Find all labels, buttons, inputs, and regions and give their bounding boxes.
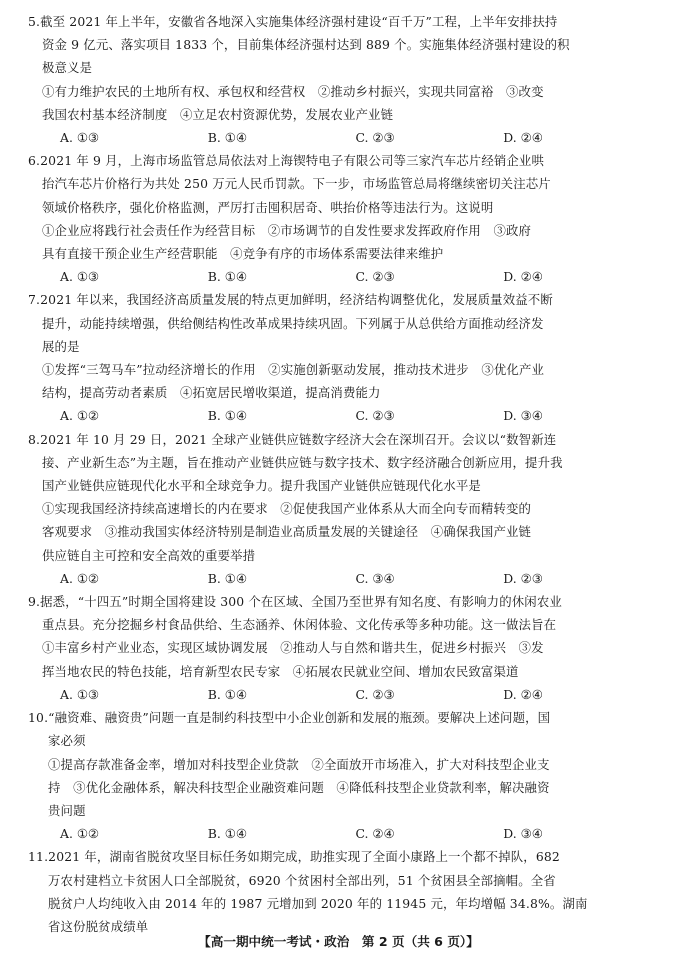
statement-line: ①丰富乡村产业业态，实现区域协调发展 ②推动人与自然和谐共生，促进乡村振兴 ③发 (42, 640, 544, 656)
option-b: B. ①④ (207, 130, 247, 146)
statement-line: 我国农村基本经济制度 ④立足农村资源优势，发展农业产业链 (42, 106, 394, 122)
question-stem-line: 省这份脱贫成绩单 (48, 918, 149, 934)
question-8 (28, 428, 651, 590)
page-footer: 【高一期中统一考试・政治 第 2 页（共 6 页）】 (198, 934, 479, 949)
option-b: B. ①④ (207, 686, 247, 702)
option-a: A. ①② (60, 826, 100, 842)
answer-options (28, 567, 651, 590)
statement-line: 挥当地农民的特色技能，培育新型农民专家 ④拓展农民就业空间、增加农民致富渠道 (42, 663, 519, 679)
option-a: A. ①③ (60, 686, 100, 702)
statement-line: 持 ③优化金融体系，解决科技型企业融资难问题 ④降低科技型企业贷款利率，解决融资 (48, 779, 550, 795)
question-stem-line: 抬汽车芯片价格行为共处 250 万元人民币罚款。下一步，市场监管总局将继续密切关注芯片 (42, 176, 551, 192)
option-b: B. ①④ (207, 826, 247, 842)
question-5 (28, 10, 651, 149)
answer-options (28, 265, 651, 288)
question-stem-line: 极意义是 (42, 60, 93, 76)
statement-line: 结构，提高劳动者素质 ④拓宽居民增收渠道，提高消费能力 (42, 385, 381, 401)
option-d: D. ③④ (503, 408, 543, 424)
question-stem-line: 国产业链供应链现代化水平和全球竞争力。提升我国产业链供应链现代化水平是 (42, 478, 481, 494)
question-stem-line: 万农村建档立卡贫困人口全部脱贫，6920 个贫困村全部出列，51 个贫困县全部摘帽。全省 (48, 872, 556, 888)
question-stem-line: 11.2021 年，湖南省脱贫攻坚目标任务如期完成，助推实现了全面小康路上一个都不掉队，682 (28, 849, 560, 865)
statement-line: 贵问题 (48, 802, 86, 818)
question-stem-line: 脱贫户人均纯收入由 2014 年的 1987 元增加到 2020 年的 11945 元，年均增幅 34.8%。湖南 (48, 895, 588, 911)
question-stem-line: 7.2021 年以来，我国经济高质量发展的特点更加鲜明，经济结构调整优化，发展质量效益不断 (28, 292, 553, 308)
question-9 (28, 590, 651, 706)
option-a: A. ①③ (60, 130, 100, 146)
statement-line: ①发挥“三驾马车”拉动经济增长的作用 ②实施创新驱动发展，推动技术进步 ③优化产业 (42, 362, 545, 378)
statement-line: ①实现我国经济持续高速增长的内在要求 ②促使我国产业体系从大而全向专而精转变的 (42, 501, 532, 517)
question-6 (28, 149, 651, 288)
option-c: C. ②③ (355, 408, 395, 424)
question-stem-line: 8.2021 年 10 月 29 日，2021 全球产业链供应链数字经济大会在深圳召开。会议以“数智新连 (28, 431, 557, 447)
option-c: C. ②③ (355, 686, 395, 702)
statement-line: ①有力维护农民的土地所有权、承包权和经营权 ②推动乡村振兴，实现共同富裕 ③改变 (42, 83, 544, 99)
answer-options (28, 126, 651, 149)
statement-line: 具有直接干预企业生产经营职能 ④竞争有序的市场体系需要法律来维护 (42, 246, 444, 262)
answer-options (28, 822, 651, 845)
option-d: D. ②④ (503, 130, 543, 146)
option-c: C. ②③ (355, 130, 395, 146)
option-d: D. ②④ (503, 686, 543, 702)
question-10 (28, 706, 651, 845)
question-stem-line: 提升，动能持续增强，供给侧结构性改革成果持续巩固。下列属于从总供给方面推动经济发 (42, 315, 544, 331)
question-stem-line: 10.“融资难、融资贵”问题一直是制约科技型中小企业创新和发展的瓶颈。要解决上述问题，国 (28, 710, 551, 726)
question-stem-line: 展的是 (42, 338, 80, 354)
option-d: D. ②③ (503, 570, 543, 586)
question-stem-line: 6.2021 年 9 月，上海市场监管总局依法对上海锲特电子有限公司等三家汽车芯片经销企业哄 (28, 153, 545, 169)
answer-options (28, 683, 651, 706)
question-stem-line: 9.据悉，“十四五”时期全国将建设 300 个在区域、全国乃至世界有知名度、有影响力的休闲农业 (28, 594, 562, 610)
question-stem-line: 领域价格秩序，强化价格监测，严厉打击囤积居奇、哄抬价格等违法行为。这说明 (42, 199, 494, 215)
answer-options (28, 404, 651, 427)
option-b: B. ①④ (207, 408, 247, 424)
option-b: B. ①④ (207, 269, 247, 285)
statement-line: 客观要求 ③推动我国实体经济特别是制造业高质量发展的关键途径 ④确保我国产业链 (42, 524, 532, 540)
option-c: C. ③④ (355, 570, 395, 586)
statement-line: ①提高存款准备金率，增加对科技型企业贷款 ②全面放开市场准入，扩大对科技型企业支 (48, 756, 550, 772)
question-stem-line: 家必须 (48, 733, 86, 749)
statement-line: 供应链自主可控和安全高效的重要举措 (42, 547, 256, 563)
question-stem-line: 资金 9 亿元、落实项目 1833 个，目前集体经济强村达到 889 个。实施集体经济强村建设的积 (42, 37, 570, 53)
option-a: A. ①② (60, 570, 100, 586)
question-11 (28, 845, 651, 938)
question-stem-line: 重点县。充分挖掘乡村食品供给、生态涵养、休闲体验、文化传承等多种功能。这一做法旨在 (42, 617, 557, 633)
option-a: A. ①② (60, 408, 100, 424)
option-c: C. ②③ (355, 269, 395, 285)
question-stem-line: 接、产业新生态”为主题，旨在推动产业链供应链与数字技术、数字经济融合创新应用，提升我 (42, 454, 563, 470)
option-d: D. ③④ (503, 826, 543, 842)
option-a: A. ①③ (60, 269, 100, 285)
option-d: D. ②④ (503, 269, 543, 285)
question-stem-line: 5.截至 2021 年上半年，安徽省各地深入实施集体经济强村建设“百千万”工程，上半年安排扶持 (28, 14, 558, 29)
option-b: B. ①④ (207, 570, 247, 586)
option-c: C. ②④ (355, 826, 395, 842)
question-7 (28, 288, 651, 427)
statement-line: ①企业应将践行社会责任作为经营目标 ②市场调节的自发性要求发挥政府作用 ③政府 (42, 222, 532, 238)
